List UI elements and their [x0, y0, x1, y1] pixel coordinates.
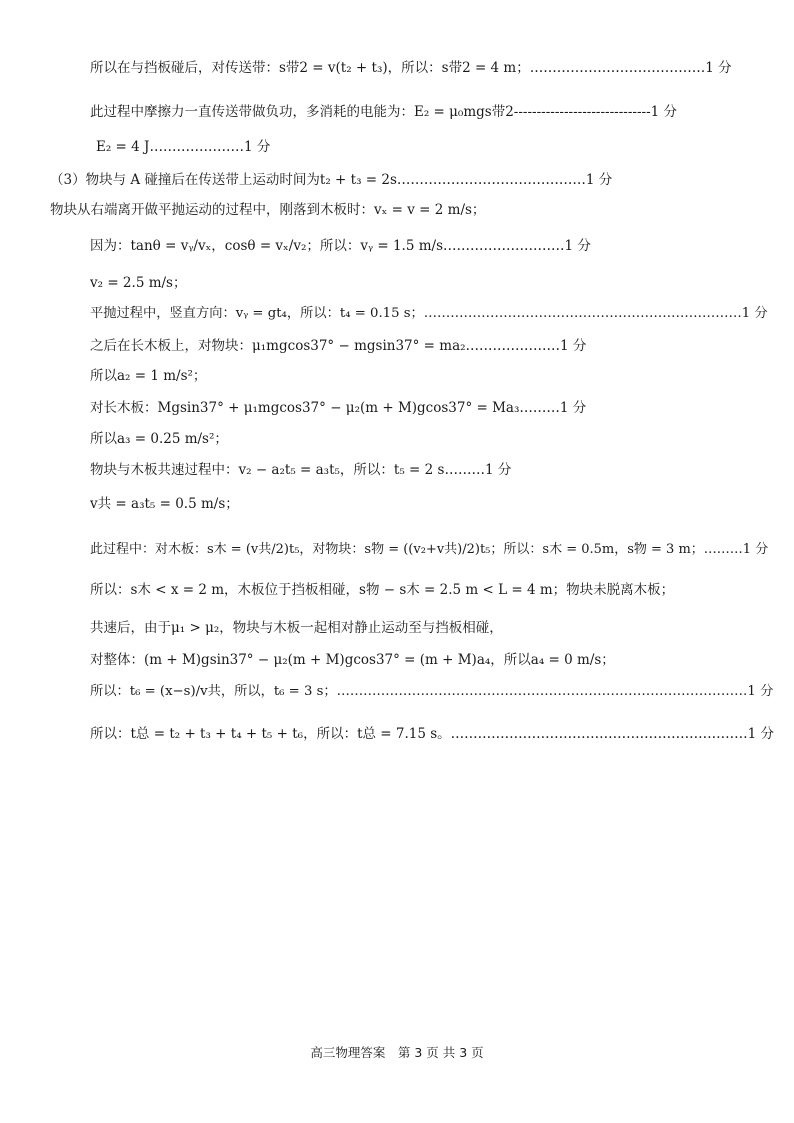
solution-line-8: 平抛过程中，竖直方向：vᵧ = gt₄，所以：t₄ = 0.15 s；………………………………………………………………1 分	[90, 306, 768, 321]
solution-line-10: 所以a₂ = 1 m/s²；	[90, 368, 207, 384]
solution-line-12: 所以a₃ = 0.25 m/s²；	[90, 431, 228, 447]
solution-line-16: 所以：s木 < x = 2 m，木板位于挡板相碰，s物 − s木 = 2.5 m < L = 4 m；物块未脱离木板；	[90, 582, 675, 598]
solution-line-13: 物块与木板共速过程中：v₂ − a₂t₅ = a₃t₅，所以：t₅ = 2 s………1 分	[90, 462, 512, 478]
solution-line-4: （3）物块与 A 碰撞后在传送带上运动时间为t₂ + t₃ = 2s……………………………………1 分	[50, 172, 613, 188]
solution-line-3: E₂ = 4 J…………………1 分	[96, 139, 271, 155]
solution-line-5: 物块从右端离开做平抛运动的过程中，刚落到木板时：vₓ = v = 2 m/s；	[50, 202, 486, 218]
solution-line-15: 此过程中：对木板：s木 = (v共/2)t₅，对物块：s物 = ((v₂+v共)/2)t₅；所以：s木 = 0.5m，s物 = 3 m；………1 分	[90, 542, 769, 557]
solution-line-7: v₂ = 2.5 m/s；	[90, 275, 187, 291]
solution-line-20: 所以：t总 = t₂ + t₃ + t₄ + t₅ + t₆，所以：t总 = 7.15 s。…………………………………………………………1 分	[90, 726, 775, 742]
page-footer: 高三物理答案 第 3 页 共 3 页	[310, 1045, 484, 1060]
solution-line-9: 之后在长木板上，对物块：μ₁mgcos37° − mgsin37° = ma₂…………………1 分	[90, 338, 587, 354]
solution-line-2: 此过程中摩擦力一直传送带做负功，多消耗的电能为：E₂ = μ₀mgs带2------------------------------1 分	[90, 104, 678, 120]
solution-line-6: 因为：tanθ = vᵧ/vₓ，cosθ = vₓ/v₂；所以：vᵧ = 1.5 m/s………………………1 分	[90, 238, 591, 254]
solution-line-17: 共速后，由于μ₁ > μ₂，物块与木板一起相对静止运动至与挡板相碰，	[90, 620, 503, 636]
solution-line-18: 对整体：(m + M)gsin37° − μ₂(m + M)gcos37° = (m + M)a₄，所以a₄ = 0 m/s；	[90, 652, 615, 668]
solution-line-1: 所以在与挡板碰后，对传送带：s带2 = v(t₂ + t₃)，所以：s带2 = 4 m；…………………………………1 分	[90, 60, 732, 76]
solution-line-14: v共 = a₃t₅ = 0.5 m/s；	[90, 496, 239, 512]
solution-line-11: 对长木板：Mgsin37° + μ₁mgcos37° − μ₂(m + M)gcos37° = Ma₃………1 分	[90, 400, 587, 416]
solution-line-19: 所以：t₆ = (x−s)/v共，所以，t₆ = 3 s；…………………………………………………………………………………1 分	[90, 684, 774, 699]
